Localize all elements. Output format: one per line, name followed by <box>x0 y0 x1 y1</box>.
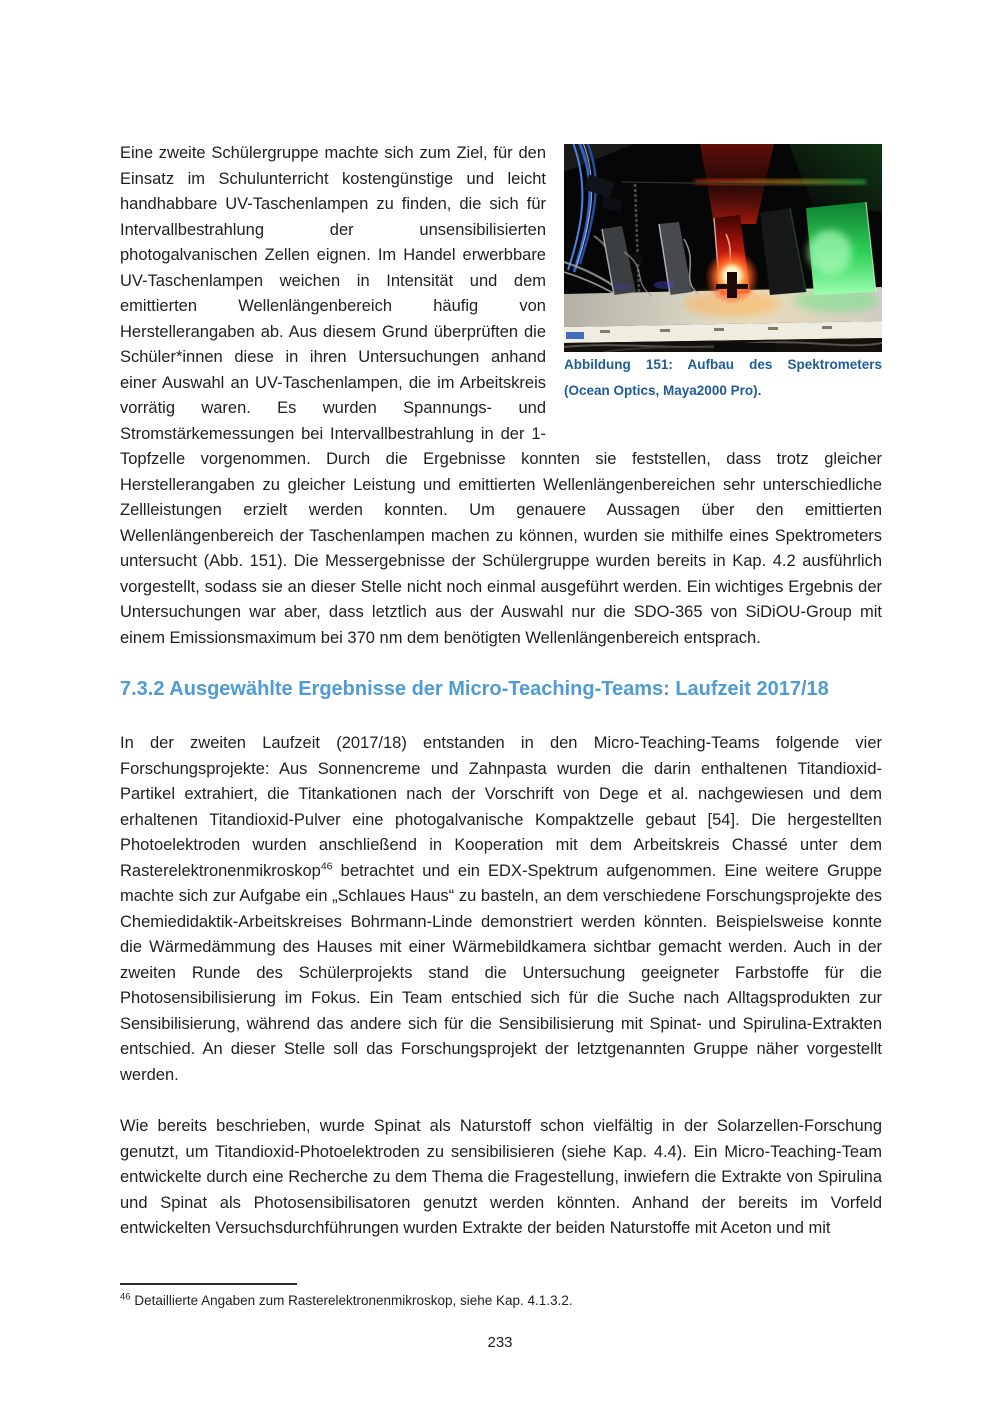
footnote-marker: 46 <box>120 1291 131 1303</box>
paragraph-2-text-a: In der zweiten Laufzeit (2017/18) entstanden in den Micro-Teaching-Teams folgende vier Forschungsprojekte: Aus Sonnencreme und Zahnpasta wurden die darin enthaltenen Titandioxid-Partikel extrahiert, die Titankationen nach der Vorschrift von Dege et al. nachgewiesen und dem erhaltenen Titandioxid-Pulver eine photogalvanische Kompaktzelle gebaut [54]. Die hergestellten Photoelektroden wurden anschließend in Kooperation mit dem Arbeitskreis Chassé unter dem Rasterelektronenmikroskop <box>120 734 882 880</box>
spectrometer-photo <box>564 144 882 352</box>
footnote-reference-46: 46 <box>320 860 333 872</box>
footnote-text: Detaillierte Angaben zum Rasterelektronenmikroskop, siehe Kap. 4.1.3.2. <box>134 1293 573 1308</box>
paragraph-1-text: Eine zweite Schülergruppe machte sich zum Ziel, für den Einsatz im Schulunterricht kostengünstige und leicht handhabbare UV-Taschenlampen zu finden, die sich für Intervallbestrahlung der unsensibilisierten photogalvanischen Zellen eignen. Im Handel erwerbbare UV-Taschenlampen weichen in Intensität und dem emittierten Wellenlängenbereich häufig von Herstellerangaben ab. Aus diesem Grund überprüften die Schüler*innen diese in ihren Untersuchungen anhand einer Auswahl an UV-Taschenlampen, die im Arbeitskreis vorrätig waren. Es wurden Spannungs- und Stromstärkemessungen bei Intervallbestrahlung in der 1-Topfzelle vorgenommen. Durch die Ergebnisse konnten sie feststellen, dass trotz gleicher Herstellerangaben zu gleicher Leistung und emittierten Wellenlängenbereichen sehr unterschiedliche Zellleistungen erzielt werden konnten. Um genauere Aussagen über den emittierten Wellenlängenbereich der Taschenlampen machen zu können, wurden sie mithilfe eines Spektrometers untersucht (Abb. 151). Die Messergebnisse der Schülergruppe wurden bereits in Kap. 4.2 ausführlich vorgestellt, sodass sie an dieser Stelle nicht noch einmal ausgeführt werden. Ein wichtiges Ergebnis der Untersuchungen war aber, dass letztlich aus der Auswahl nur die SDO-365 von SiDiOU-Group mit einem Emissionsmaximum bei 370 nm dem benötigten Wellenlängenbereich entsprach. <box>120 144 882 647</box>
paragraph-3: Wie bereits beschrieben, wurde Spinat als Naturstoff schon vielfältig in der Solarzellen-Forschung genutzt, um Titandioxid-Photoelektroden zu sensibilisieren (siehe Kap. 4.4). Ein Micro-Teaching-Team entwickelte durch eine Recherche zu dem Thema die Fragestellung, inwiefern die Extrakte von Spirulina und Spinat als Photosensibilisatoren genutzt werden könnten. Anhand der bereits im Vorfeld entwickelten Versuchsdurchführungen wurden Extrakte der beiden Naturstoffe mit Aceton und mit <box>120 1117 882 1237</box>
footnote-separator <box>120 1283 297 1285</box>
paragraph-2 <box>120 731 882 1088</box>
footnote-area <box>120 1283 882 1310</box>
page-number: 233 <box>487 1334 513 1351</box>
figure-151 <box>564 144 882 403</box>
page-content <box>120 141 882 1242</box>
paragraph-1 <box>120 141 882 651</box>
footnote <box>120 1292 882 1310</box>
figure-caption: Abbildung 151: Aufbau des Spektrometers (Ocean Optics, Maya2000 Pro). <box>564 357 882 398</box>
paragraph-2-text-b: betrachtet und ein EDX-Spektrum aufgenommen. Eine weitere Gruppe machte sich zur Aufgabe ein „Schlaues Haus“ zu basteln, an dem verschiedene Forschungsprojekte des Chemiedidaktik-Arbeitskreises Bohrmann-Linde demonstriert werden könnten. Beispielsweise konnte die Wärmedämmung des Hauses mit einer Wärmebildkamera sichtbar gemacht werden. Auch in der zweiten Runde des Schülerprojekts stand die Untersuchung geeigneter Farbstoffe für die Photosensibilisierung im Fokus. Ein Team entschied sich für die Suche nach Alltagsprodukten zur Sensibilisierung, während das andere sich für die Sensibilisierung mit Spinat- und Spirulina-Extrakten entschied. An dieser Stelle soll das Forschungsprojekt der letztgenannten Gruppe näher vorgestellt werden. <box>120 861 882 1084</box>
section-heading: 7.3.2 Ausgewählte Ergebnisse der Micro-Teaching-Teams: Laufzeit 2017/18 <box>120 678 829 700</box>
